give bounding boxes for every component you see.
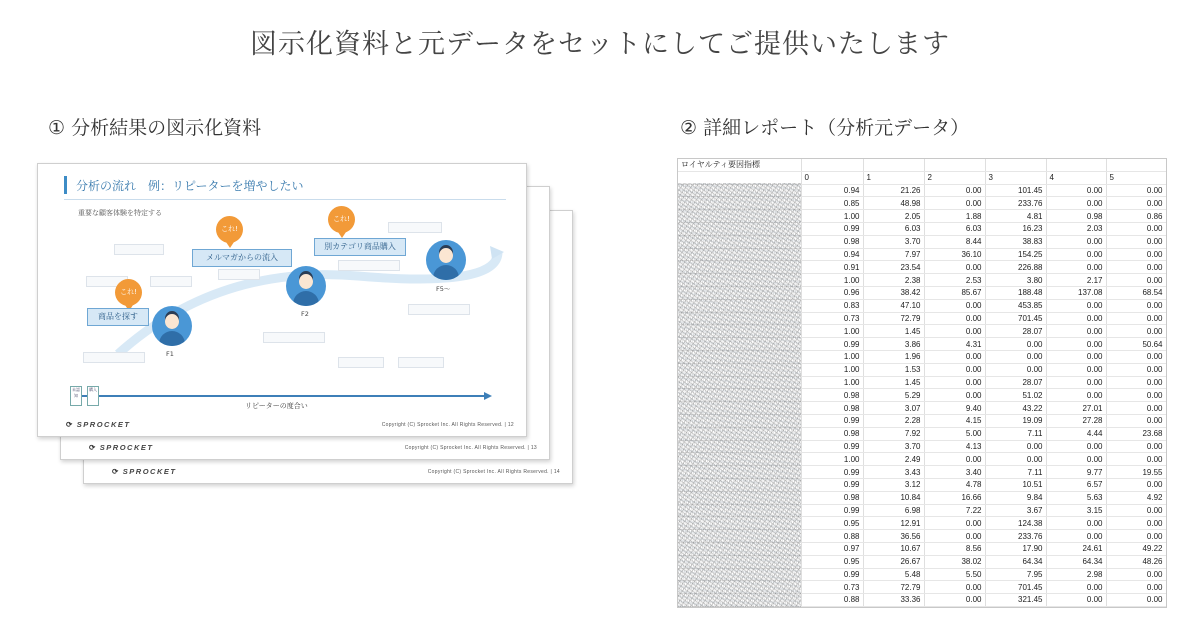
table-cell: 27.28 [1046,414,1106,427]
table-cell: 1.00 [801,274,863,287]
table-cell: 0.00 [1106,197,1166,210]
table-cell: 1.00 [801,325,863,338]
table-cell: 0.00 [924,184,985,197]
table-cell: 0.00 [1046,389,1106,402]
table-cell: 10.84 [863,491,924,504]
table-cell: 0.00 [1106,235,1166,248]
table-cell: 0.00 [985,440,1046,453]
table-cell: 0.94 [801,248,863,261]
table-cell: 0.00 [1046,376,1106,389]
table-cell: 50.64 [1106,338,1166,351]
table-cell: 72.79 [863,312,924,325]
persona-avatar-icon [152,306,192,346]
table-cell: 49.22 [1106,542,1166,555]
table-cell: 3.15 [1046,504,1106,517]
column-header: 1 [863,171,924,184]
sprocket-logo: ⟳ SPROCKET [112,467,177,476]
table-cell: 0.00 [924,517,985,530]
table-cell: 5.29 [863,389,924,402]
table-cell: 1.88 [924,210,985,223]
table-cell: 28.07 [985,325,1046,338]
table-cell: 0.00 [924,350,985,363]
table-cell: 0.00 [924,376,985,389]
table-cell: 19.55 [1106,466,1166,479]
table-cell: 0.00 [1106,248,1166,261]
table-cell: 0.99 [801,222,863,235]
table-cell: 0.00 [924,312,985,325]
table-cell: 137.08 [1046,286,1106,299]
persona-label: F2 [301,310,309,318]
table-cell: 3.43 [863,466,924,479]
callout-badge: これ! [115,279,142,306]
table-cell: 701.45 [985,312,1046,325]
table-cell: 3.40 [924,466,985,479]
table-cell: 0.00 [1046,453,1106,466]
table-cell: 0.00 [1046,248,1106,261]
table-cell: 85.67 [924,286,985,299]
table-cell: 0.00 [985,350,1046,363]
slide-subtitle: 重要な顧客体験を特定する [78,209,162,217]
table-cell: 3.12 [863,478,924,491]
table-cell: 2.38 [863,274,924,287]
table-cell: 1.00 [801,210,863,223]
table-cell: 0.00 [1106,568,1166,581]
table-cell: 0.00 [1106,261,1166,274]
faded-node [114,244,164,255]
table-cell: 27.01 [1046,402,1106,415]
faded-node [218,269,260,280]
table-cell: 0.00 [1106,440,1166,453]
table-cell: 0.00 [924,299,985,312]
table-cell: 38.02 [924,555,985,568]
faded-node [388,222,442,233]
table-cell: 2.28 [863,414,924,427]
table-cell: 4.31 [924,338,985,351]
tag-cross-category-purchase: 別カテゴリ商品購入 [314,238,406,256]
journey-curve [38,164,526,436]
table-cell: 0.00 [924,594,985,607]
table-cell: 0.99 [801,568,863,581]
table-cell: 38.83 [985,235,1046,248]
table-cell: 4.44 [1046,427,1106,440]
table-cell: 47.10 [863,299,924,312]
table-cell: 154.25 [985,248,1046,261]
table-cell: 3.70 [863,235,924,248]
table-cell: 0.00 [1046,581,1106,594]
table-cell: 0.88 [801,530,863,543]
table-cell: 5.63 [1046,491,1106,504]
table-cell: 226.88 [985,261,1046,274]
table-cell: 0.98 [801,235,863,248]
table-cell: 4.92 [1106,491,1166,504]
persona-label: F5～ [436,285,451,293]
column-header: 4 [1046,171,1106,184]
table-cell: 12.91 [863,517,924,530]
table-cell: 233.76 [985,197,1046,210]
table-cell: 0.00 [1106,363,1166,376]
table-cell: 0.99 [801,338,863,351]
table-cell: 2.17 [1046,274,1106,287]
table-cell: 1.45 [863,325,924,338]
table-cell: 233.76 [985,530,1046,543]
table-cell: 1.00 [801,453,863,466]
table-cell: 0.98 [801,491,863,504]
table-cell: 7.92 [863,427,924,440]
section-title-report: ② 詳細レポート（分析元データ） [680,117,970,139]
table-cell: 0.00 [1046,197,1106,210]
table-cell: 0.00 [1106,517,1166,530]
table-cell: 1.00 [801,363,863,376]
table-cell: 0.00 [1106,414,1166,427]
table-cell: 6.98 [863,504,924,517]
table-cell: 10.67 [863,542,924,555]
table-cell: 7.97 [863,248,924,261]
table-cell: 6.57 [1046,478,1106,491]
table-cell: 0.00 [1046,184,1106,197]
table-cell: 0.99 [801,440,863,453]
table-cell: 0.00 [1106,184,1166,197]
table-cell: 26.67 [863,555,924,568]
table-cell: 1.96 [863,350,924,363]
table-cell: 6.03 [863,222,924,235]
table-cell: 0.00 [1106,312,1166,325]
table-cell: 0.00 [1106,453,1166,466]
table-cell: 0.99 [801,504,863,517]
slide-front [37,163,527,437]
table-cell: 23.68 [1106,427,1166,440]
table-cell: 0.00 [924,581,985,594]
faded-node [398,357,444,368]
table-cell: 4.78 [924,478,985,491]
table-cell: 19.09 [985,414,1046,427]
column-header: 5 [1106,171,1166,184]
table-cell: 0.00 [1106,504,1166,517]
table-cell: 0.00 [924,197,985,210]
persona-label: F1 [166,350,174,358]
table-cell: 0.00 [1106,274,1166,287]
table-cell: 2.49 [863,453,924,466]
table-cell: 0.00 [1046,594,1106,607]
table-cell: 0.00 [1106,325,1166,338]
table-cell: 0.00 [1046,440,1106,453]
table-cell: 48.98 [863,197,924,210]
table-cell: 0.00 [1106,389,1166,402]
table-cell: 0.00 [1046,363,1106,376]
table-cell: 0.00 [1046,261,1106,274]
persona-avatar-icon [286,266,326,306]
table-cell: 0.73 [801,581,863,594]
table-cell: 6.03 [924,222,985,235]
table-cell: 36.10 [924,248,985,261]
callout-badge: これ! [216,216,243,243]
table-cell: 16.23 [985,222,1046,235]
table-cell: 1.00 [801,350,863,363]
table-cell: 4.15 [924,414,985,427]
table-cell: 0.85 [801,197,863,210]
table-cell: 0.00 [1106,376,1166,389]
table-cell: 0.91 [801,261,863,274]
table-cell: 2.98 [1046,568,1106,581]
table-cell: 0.00 [1046,530,1106,543]
table-cell: 0.98 [801,389,863,402]
table-cell: 0.98 [801,427,863,440]
table-cell: 0.99 [801,414,863,427]
report-spreadsheet [677,158,1167,608]
table-cell: 0.00 [1106,402,1166,415]
table-cell: 0.99 [801,478,863,491]
table-cell: 9.84 [985,491,1046,504]
slide-title: 分析の流れ 例：リピーターを増やしたい [76,179,304,193]
table-cell: 0.83 [801,299,863,312]
faded-node [338,357,384,368]
table-cell: 0.99 [801,466,863,479]
table-cell: 2.53 [924,274,985,287]
table-cell: 3.70 [863,440,924,453]
table-cell: 5.50 [924,568,985,581]
table-cell: 7.11 [985,466,1046,479]
column-header: 0 [801,171,863,184]
slide-copyright: Copyright (C) Sprocket Inc. All Rights Reserved. | 14 [427,469,560,475]
tag-newsletter-inflow: メルマガからの流入 [192,249,292,267]
table-cell: 0.00 [985,338,1046,351]
table-cell: 0.00 [1106,350,1166,363]
table-cell: 0.00 [1106,222,1166,235]
table-cell: 0.00 [1106,594,1166,607]
table-cell: 0.98 [801,402,863,415]
table-cell: 0.97 [801,542,863,555]
table-cell: 38.42 [863,286,924,299]
table-cell: 3.67 [985,504,1046,517]
table-cell: 0.00 [1106,478,1166,491]
table-cell: 0.00 [1046,338,1106,351]
table-cell: 0.00 [924,261,985,274]
persona-avatar-icon [426,240,466,280]
faded-node [150,276,192,287]
table-cell: 9.40 [924,402,985,415]
table-cell: 8.44 [924,235,985,248]
table-cell: 8.56 [924,542,985,555]
table-cell: 0.88 [801,594,863,607]
table-cell: 1.00 [801,376,863,389]
table-cell: 0.95 [801,517,863,530]
table-cell: 3.86 [863,338,924,351]
sheet-title: ロイヤルティ要因指標 [678,159,801,171]
table-cell: 7.22 [924,504,985,517]
table-cell: 0.00 [1046,235,1106,248]
sprocket-logo: ⟳ SPROCKET [89,443,154,452]
table-cell: 2.03 [1046,222,1106,235]
table-cell: 124.38 [985,517,1046,530]
faded-node [263,332,325,343]
table-cell: 23.54 [863,261,924,274]
table-cell: 0.98 [1046,210,1106,223]
table-cell: 64.34 [985,555,1046,568]
table-cell: 0.00 [924,530,985,543]
table-cell: 7.11 [985,427,1046,440]
callout-badge: これ! [328,206,355,233]
table-cell: 321.45 [985,594,1046,607]
column-header: 2 [924,171,985,184]
table-cell: 101.45 [985,184,1046,197]
table-cell: 68.54 [1106,286,1166,299]
column-header: 3 [985,171,1046,184]
table-cell: 0.00 [1046,325,1106,338]
table-cell: 33.36 [863,594,924,607]
table-cell: 453.85 [985,299,1046,312]
slide-copyright: Copyright (C) Sprocket Inc. All Rights Reserved. | 12 [381,422,514,428]
table-cell: 21.26 [863,184,924,197]
section-title-visual: ① 分析結果の図示化資料 [48,117,262,139]
table-cell: 28.07 [985,376,1046,389]
faded-node [83,352,145,363]
table-cell: 0.00 [1046,517,1106,530]
table-cell: 17.90 [985,542,1046,555]
table-cell: 0.00 [985,453,1046,466]
sprocket-logo: ⟳ SPROCKET [66,420,131,429]
table-cell: 43.22 [985,402,1046,415]
table-cell: 4.13 [924,440,985,453]
table-cell: 0.00 [1106,530,1166,543]
table-cell: 701.45 [985,581,1046,594]
table-cell: 0.94 [801,184,863,197]
table-cell: 51.02 [985,389,1046,402]
table-cell: 0.00 [924,389,985,402]
table-cell: 0.00 [1046,299,1106,312]
table-cell: 7.95 [985,568,1046,581]
faded-node [338,260,400,271]
table-cell: 0.95 [801,555,863,568]
table-cell: 16.66 [924,491,985,504]
table-cell: 0.00 [1106,581,1166,594]
table-cell: 0.00 [924,325,985,338]
sheet-title-row [678,159,1166,171]
table-cell: 10.51 [985,478,1046,491]
table-cell: 1.53 [863,363,924,376]
axis-label: リピーターの度合い [245,402,308,410]
table-cell: 5.00 [924,427,985,440]
table-cell: 3.80 [985,274,1046,287]
table-cell: 0.86 [1106,210,1166,223]
table-cell: 0.00 [924,453,985,466]
table-cell: 48.26 [1106,555,1166,568]
blurred-column [678,183,801,607]
table-cell: 0.00 [924,363,985,376]
table-cell: 64.34 [1046,555,1106,568]
tag-search-product: 商品を探す [87,308,149,326]
table-cell: 2.05 [863,210,924,223]
table-cell: 72.79 [863,581,924,594]
table-cell: 36.56 [863,530,924,543]
table-cell: 4.81 [985,210,1046,223]
table-cell: 0.96 [801,286,863,299]
table-cell: 0.00 [1106,299,1166,312]
table-cell: 9.77 [1046,466,1106,479]
table-cell: 5.48 [863,568,924,581]
table-cell: 0.00 [985,363,1046,376]
table-cell: 0.00 [1046,312,1106,325]
stage-box: 未認知 [70,386,82,406]
page-title: 図示化資料と元データをセットにしてご提供いたします [250,29,950,60]
table-cell: 0.00 [1046,350,1106,363]
table-cell: 0.73 [801,312,863,325]
table-cell: 24.61 [1046,542,1106,555]
stage-box: 購入 [87,386,99,406]
table-cell: 3.07 [863,402,924,415]
table-cell: 1.45 [863,376,924,389]
faded-node [408,304,470,315]
table-cell: 188.48 [985,286,1046,299]
slide-copyright: Copyright (C) Sprocket Inc. All Rights Reserved. | 13 [404,445,537,451]
